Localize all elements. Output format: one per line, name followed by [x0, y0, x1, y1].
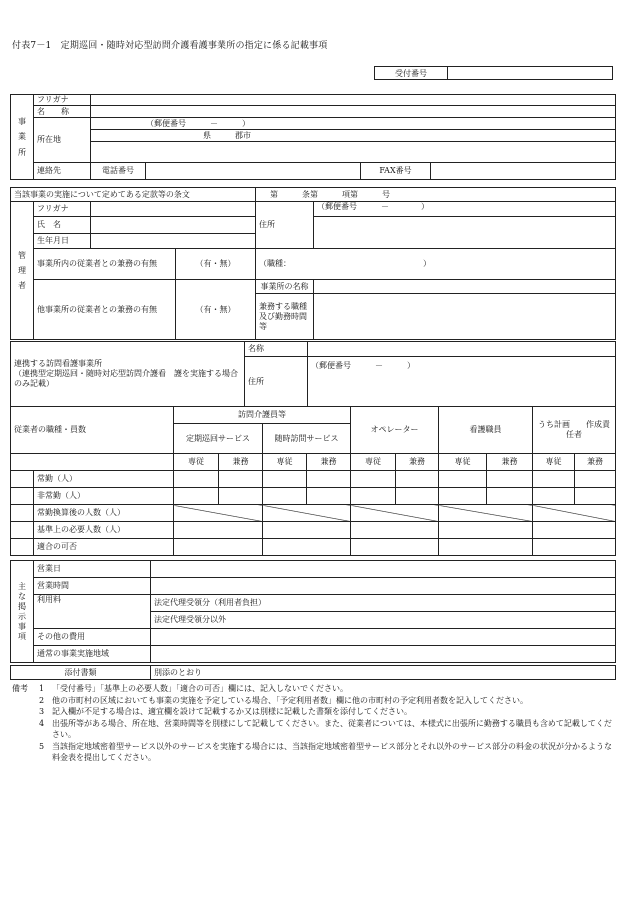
- oncall-full-header: 専従: [263, 454, 307, 471]
- oncall-part-header: 兼務: [307, 454, 351, 471]
- linked-name-label: 名称: [245, 342, 308, 357]
- business-hours-field[interactable]: [151, 578, 616, 595]
- staff-cell[interactable]: [533, 471, 575, 488]
- staff-cell[interactable]: [174, 471, 219, 488]
- notes: [12, 683, 618, 764]
- fee-b-field[interactable]: 法定代理受領分以外: [151, 612, 616, 629]
- regular-part-header: 兼務: [219, 454, 263, 471]
- fee-label: 利用料: [34, 595, 151, 629]
- operator-header: オペレーター: [351, 407, 439, 454]
- other-fee-field[interactable]: [151, 629, 616, 646]
- page-title: 付表7－1 定期巡回・随時対応型訪問介護看護事業所の指定に係る記載事項: [12, 41, 328, 51]
- staff-cell[interactable]: [219, 488, 263, 505]
- other-job-label: 兼務する職種及び勤務時間等: [256, 294, 314, 340]
- staff-cell[interactable]: [487, 488, 533, 505]
- office-phone-field[interactable]: [146, 163, 361, 180]
- office-fax-field[interactable]: [431, 163, 616, 180]
- visit-care-header: 訪問介護員等: [174, 407, 351, 424]
- oncall-service-header: 随時訪問サービス: [263, 424, 351, 454]
- note-item: 2 他の市町村の区域においても事業の実施を予定している場合、「予定利用者数」欄に他の市町村の予定利用者数を記入してください。: [39, 695, 528, 705]
- staff-row-spacer: [11, 505, 34, 522]
- regular-full-header: 専従: [174, 454, 219, 471]
- business-days-label: 営業日: [34, 561, 151, 578]
- staff-cell[interactable]: [533, 539, 616, 556]
- staff-cell[interactable]: [439, 522, 533, 539]
- linked-office-label: [11, 342, 245, 407]
- staff-cell[interactable]: [263, 471, 307, 488]
- office-name-field[interactable]: [91, 106, 616, 118]
- linked-office-title: 連携する訪問看護事業所: [14, 359, 102, 368]
- service-area-field[interactable]: [151, 646, 616, 663]
- business-days-field[interactable]: [151, 561, 616, 578]
- manager-section: [10, 201, 616, 340]
- staff-blank-cell: [11, 454, 174, 471]
- staff-cell-struck: [263, 505, 351, 522]
- staff-cell[interactable]: [219, 471, 263, 488]
- staff-cell[interactable]: [487, 471, 533, 488]
- note-item: 3 記入欄が不足する場合は、適宜欄を設けて記載するか又は別様に記載した書類を添付してください。: [39, 707, 412, 716]
- office-phone-label: 電話番号: [91, 163, 146, 180]
- office-name-label: 名 称: [34, 106, 91, 118]
- note-item: 5 当該指定地域密着型サービス以外のサービスを実施する場合には、当該指定地域密着型サービス部分とそれ以外のサービス部分の料金の状況が分かるような料金表を提出してください。: [39, 741, 612, 762]
- office-address-field[interactable]: [91, 142, 616, 163]
- staff-cell[interactable]: [351, 471, 396, 488]
- staff-cell[interactable]: [533, 488, 575, 505]
- staff-cell[interactable]: [439, 488, 487, 505]
- linked-address-label: 住所: [245, 357, 308, 407]
- articles-section: [10, 187, 616, 202]
- fee-a-field[interactable]: 法定代理受領分（利用者負担）: [151, 595, 616, 612]
- articles-field[interactable]: 第 条第 項第 号: [256, 188, 616, 202]
- manager-concurrent-other-label: 他事業所の従業者との兼務の有無: [34, 280, 176, 340]
- linked-name-field[interactable]: [308, 342, 616, 357]
- office-pref-city-field[interactable]: 県 郡市: [91, 130, 616, 142]
- staff-cell[interactable]: [575, 471, 616, 488]
- staff-row-spacer: [11, 471, 34, 488]
- linked-office-section: [10, 341, 616, 407]
- staff-cell-struck: [351, 505, 439, 522]
- staff-row-spacer: [11, 488, 34, 505]
- manager-furigana-field[interactable]: [91, 202, 256, 217]
- manager-address-field[interactable]: [314, 217, 616, 249]
- manager-dob-label: 生年月日: [34, 234, 91, 249]
- planner-full-header: 専従: [533, 454, 575, 471]
- office-contact-label: 連絡先: [34, 163, 91, 180]
- staff-label: 従業者の職種・員数: [11, 407, 174, 454]
- staff-row-label: 常勤換算後の人数（人）: [34, 505, 174, 522]
- manager-job-type-field[interactable]: （職種： ）: [256, 249, 616, 280]
- staff-cell[interactable]: [307, 471, 351, 488]
- office-postal-field[interactable]: （郵便番号 － ）: [91, 118, 616, 130]
- staff-cell[interactable]: [396, 471, 439, 488]
- note-item: 備考 1 「受付番号」「基準上の必要人数」「適合の可否」欄には、記入しないでください。: [12, 684, 348, 693]
- nurse-full-header: 専従: [439, 454, 487, 471]
- manager-postal-field[interactable]: （郵便番号 － ）: [314, 202, 616, 217]
- regular-service-header: 定期巡回サービス: [174, 424, 263, 454]
- operator-full-header: 専従: [351, 454, 396, 471]
- business-hours-label: 営業時間: [34, 578, 151, 595]
- receipt-number-box: [374, 66, 613, 80]
- staff-cell-struck: [174, 505, 263, 522]
- staff-cell[interactable]: [307, 488, 351, 505]
- receipt-number-field[interactable]: [448, 67, 613, 80]
- manager-dob-field[interactable]: [91, 234, 256, 249]
- staff-cell[interactable]: [174, 522, 263, 539]
- manager-concurrent-in-label: 事業所内の従業者との兼務の有無: [34, 249, 176, 280]
- articles-label: 当該事業の実施について定めてある定款等の条文: [11, 188, 256, 202]
- service-area-label: 通常の事業実施地域: [34, 646, 151, 663]
- manager-yes-no-1[interactable]: （有・無）: [176, 249, 256, 280]
- receipt-label: 受付番号: [375, 67, 448, 80]
- nurse-part-header: 兼務: [487, 454, 533, 471]
- manager-yes-no-2[interactable]: （有・無）: [176, 280, 256, 340]
- staff-cell[interactable]: [351, 522, 439, 539]
- planner-header: うち計画 作成責任者: [533, 407, 616, 454]
- planner-part-header: 兼務: [575, 454, 616, 471]
- staff-cell[interactable]: [263, 522, 351, 539]
- main-items-section: [10, 560, 616, 663]
- staff-row-spacer: [11, 539, 34, 556]
- manager-name-label: 氏 名: [34, 217, 91, 234]
- office-section-label: 事 業 所: [11, 95, 34, 180]
- staff-cell-struck: [533, 505, 616, 522]
- manager-section-label: 管 理 者: [11, 202, 34, 340]
- staff-cell[interactable]: [351, 488, 396, 505]
- staff-table: [10, 406, 616, 556]
- attachments-section: [10, 665, 616, 680]
- staff-row-spacer: [11, 522, 34, 539]
- other-office-name-field[interactable]: [314, 280, 616, 294]
- office-furigana-label: フリガナ: [34, 95, 91, 106]
- staff-cell[interactable]: [263, 539, 351, 556]
- notes-label: 備考: [12, 684, 28, 693]
- office-fax-label: FAX番号: [361, 163, 431, 180]
- office-furigana-field[interactable]: [91, 95, 616, 106]
- operator-part-header: 兼務: [396, 454, 439, 471]
- staff-row-label: 基準上の必要人数（人）: [34, 522, 174, 539]
- staff-cell[interactable]: [439, 539, 533, 556]
- office-address-label: 所在地: [34, 118, 91, 163]
- staff-cell[interactable]: [351, 539, 439, 556]
- nurse-header: 看護職員: [439, 407, 533, 454]
- staff-cell[interactable]: [263, 488, 307, 505]
- staff-row-label: 常勤（人）: [34, 471, 174, 488]
- other-fee-label: その他の費用: [34, 629, 151, 646]
- manager-furigana-label: フリガナ: [34, 202, 91, 217]
- linked-postal-field[interactable]: （郵便番号 － ）: [308, 357, 616, 407]
- attachments-label: 添付書類: [11, 666, 151, 680]
- staff-cell[interactable]: [575, 488, 616, 505]
- other-job-field[interactable]: [314, 294, 616, 340]
- manager-address-label: 住所: [256, 202, 314, 249]
- staff-row-label: 適合の可否: [34, 539, 174, 556]
- note-item: 4 出張所等がある場合、所在地、営業時間等を別様にして記載してください。また、従業者については、本様式に出張所に勤務する職員も含めて記載してください。: [39, 718, 612, 739]
- main-items-label: 主 な 掲 示 事 項: [11, 561, 34, 663]
- staff-cell[interactable]: [439, 471, 487, 488]
- staff-cell-struck: [439, 505, 533, 522]
- staff-cell[interactable]: [174, 539, 263, 556]
- other-office-name-label: 事業所の名称: [256, 280, 314, 294]
- attachments-field[interactable]: 別添のとおり: [151, 666, 616, 680]
- staff-cell[interactable]: [174, 488, 219, 505]
- manager-name-field[interactable]: [91, 217, 256, 234]
- staff-cell[interactable]: [396, 488, 439, 505]
- staff-cell[interactable]: [533, 522, 616, 539]
- staff-row-label: 非常勤（人）: [34, 488, 174, 505]
- office-section: [10, 94, 616, 180]
- linked-office-note: （連携型定期巡回・随時対応型訪問介護看 護を実施する場合のみ記載）: [14, 369, 238, 388]
